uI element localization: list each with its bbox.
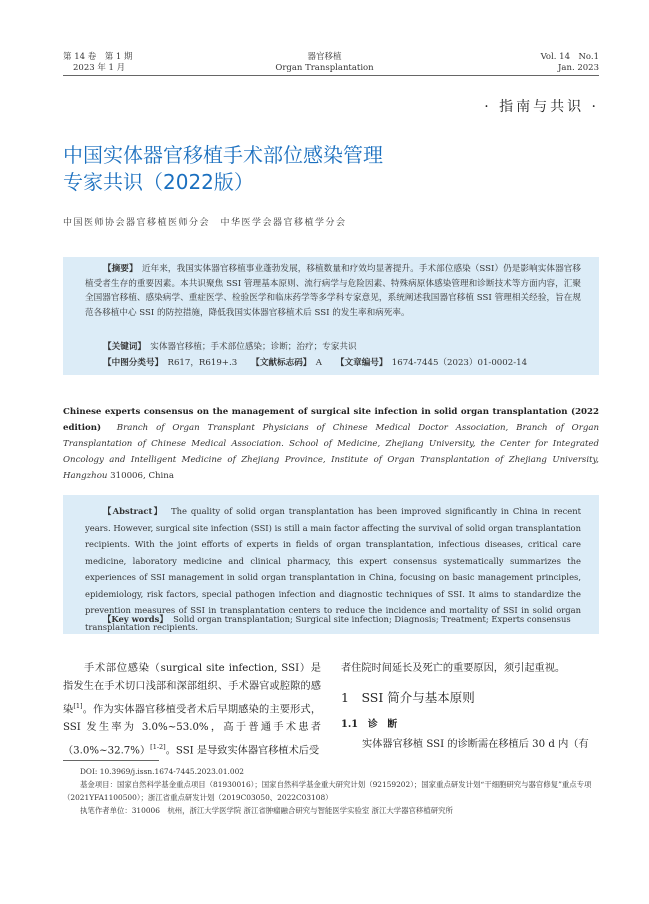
class-label: 【中图分类号】 bbox=[103, 358, 159, 368]
citation-2: [1-2] bbox=[150, 742, 166, 751]
keywords-en bbox=[103, 613, 571, 625]
column-tag: · 指南与共识 · bbox=[484, 99, 599, 115]
journal-name-en: Organ Transplantation bbox=[275, 63, 374, 73]
article-title bbox=[63, 142, 383, 196]
issue-date-en: Jan. 2023 bbox=[558, 63, 599, 73]
body-right-paragraph-1: 者住院时间延长及死亡的重要原因，须引起重视。 bbox=[341, 663, 566, 674]
body-left-text-b: 。作为实体器官移植受者术后早期感染的主要形式，SSI 发生率为 3.0%~53.0%，高于普通手术患者（3.0%~32.7%） bbox=[63, 703, 322, 756]
abstract-en-text: The quality of solid organ transplantation has been improved significantly in China in recent years. However, surgical site infection (SSI) is still a main factor affecting the survival of solid organ transplantation recipients. With the joint efforts of experts in fields of organ transplantation, infectious diseases, critical care medicine, laboratory medicine and clinical pharmacy, this expert consensus systematically summarizes the experiences of SSI management in solid organ transplantation in China, focusing on basic management principles, epidemiology, risk factors, special pathogen infection and diagnostic techniques of SSI. It aims to standardize the prevention measures of SSI in transplantation centers to reduce the incidence and mortality of SSI in solid organ transplantation recipients. bbox=[85, 506, 582, 632]
header-rule bbox=[63, 75, 599, 76]
doccode-label: 【文献标志码】 bbox=[251, 358, 308, 368]
footnote-rule bbox=[63, 760, 159, 761]
abstract-cn-label: 【摘要】 bbox=[103, 264, 134, 274]
english-authors: Branch of Organ Transplant Physicians of Chinese Medical Doctor Association, Branch of Organ Transplantation of Chinese Medical Association. School of Medicine, Zhejiang University, the Center for Integrated Oncology and Intelligent Medicine of Zhejiang Province, Institute of Organ Transplantation of Zhejiang University, Hangzhou bbox=[63, 423, 599, 481]
journal-name-cn: 器官移植 bbox=[307, 52, 342, 62]
section-heading-1: 1 SSI 简介与基本原则 bbox=[341, 690, 475, 705]
footnote-author-unit: 执笔作者单位：310006 杭州，浙江大学医学院 浙江省肿瘤融合研究与智能医学实验室 浙江大学器官移植研究所 bbox=[80, 806, 453, 815]
articleno-value: 1674-7445（2023）01-0002-14 bbox=[391, 358, 528, 368]
footnote-funding: 基金项目：国家自然科学基金重点项目（81930016）；国家自然科学基金重大研究计划（92159202）；国家重点研发计划“干细胞研究与器官修复”重点专项（2021YFA1100500）；浙江省重点研发计划（2019C03050、2022C03108） bbox=[63, 780, 592, 802]
issue-date: 2023 年 1 月 bbox=[73, 63, 126, 73]
classification-line bbox=[103, 356, 527, 368]
body-left-column bbox=[63, 660, 321, 760]
class-value: R617，R619+.3 bbox=[167, 358, 238, 368]
doccode-value: A bbox=[315, 358, 322, 368]
english-postcode: 310006, China bbox=[110, 471, 174, 481]
running-header-right bbox=[541, 52, 599, 74]
keywords-en-label: 【Key words】 bbox=[103, 614, 168, 624]
citation-1: [1] bbox=[73, 701, 83, 710]
volume-issue: 第 14 卷 第 1 期 bbox=[63, 52, 133, 62]
body-right-paragraph-2: 实体器官移植 SSI 的诊断需在移植后 30 d 内（有 bbox=[362, 739, 589, 750]
abstract-en-label: 【Abstract】 bbox=[103, 506, 164, 516]
keywords-cn-text: 实体器官移植；手术部位感染；诊断；治疗；专家共识 bbox=[150, 342, 357, 352]
author-list: 中国医师协会器官移植医师分会 中华医学会器官移植学分会 bbox=[63, 218, 347, 228]
abstract-cn-text: 近年来，我国实体器官移植事业蓬勃发展，移植数量和疗效均显著提升。手术部位感染（SSI）仍是影响实体器官移植受者生存的重要因素。本共识聚焦 SSI 管理基本原则、流行病学与危险因素、特殊病原体感染管理和诊断技术等方面内容，汇聚全国器官移植、感染病学、重症医学、检验医学和临床药学等多学科专家意见，系统阐述我国器官移植 SSI 管理相关经验，旨在规范各移植中心 SSI 的防控措施，降低我国实体器官移植术后 SSI 的发生率和病死率。 bbox=[85, 264, 581, 318]
keywords-cn bbox=[103, 340, 357, 352]
volume-issue-en: Vol. 14 No.1 bbox=[540, 52, 599, 62]
english-title: Chinese experts consensus on the management of surgical site infection in solid organ transplantation (2022 edition) bbox=[63, 407, 599, 433]
title-line-2: 专家共识（2022版） bbox=[63, 170, 254, 194]
keywords-cn-label: 【关键词】 bbox=[103, 342, 142, 352]
body-left-text-c: 。SSI 是导致实体器官移植术后受 bbox=[165, 744, 320, 756]
keywords-en-text: Solid organ transplantation; Surgical site infection; Diagnosis; Treatment; Experts consensus bbox=[173, 614, 571, 624]
body-left-text-a: 手术部位感染（surgical site infection, SSI）是指发生在手术切口浅部和深部组织、手术器官或腔隙的感染 bbox=[63, 663, 321, 715]
abstract-cn bbox=[85, 262, 581, 320]
articleno-label: 【文章编号】 bbox=[335, 358, 384, 368]
english-heading bbox=[63, 404, 599, 484]
footnote-doi: DOI: 10.3969/j.issn.1674-7445.2023.01.002 bbox=[80, 767, 244, 776]
title-line-1: 中国实体器官移植手术部位感染管理 bbox=[63, 143, 383, 167]
subsection-heading-1-1: 1.1 诊 断 bbox=[341, 719, 398, 730]
